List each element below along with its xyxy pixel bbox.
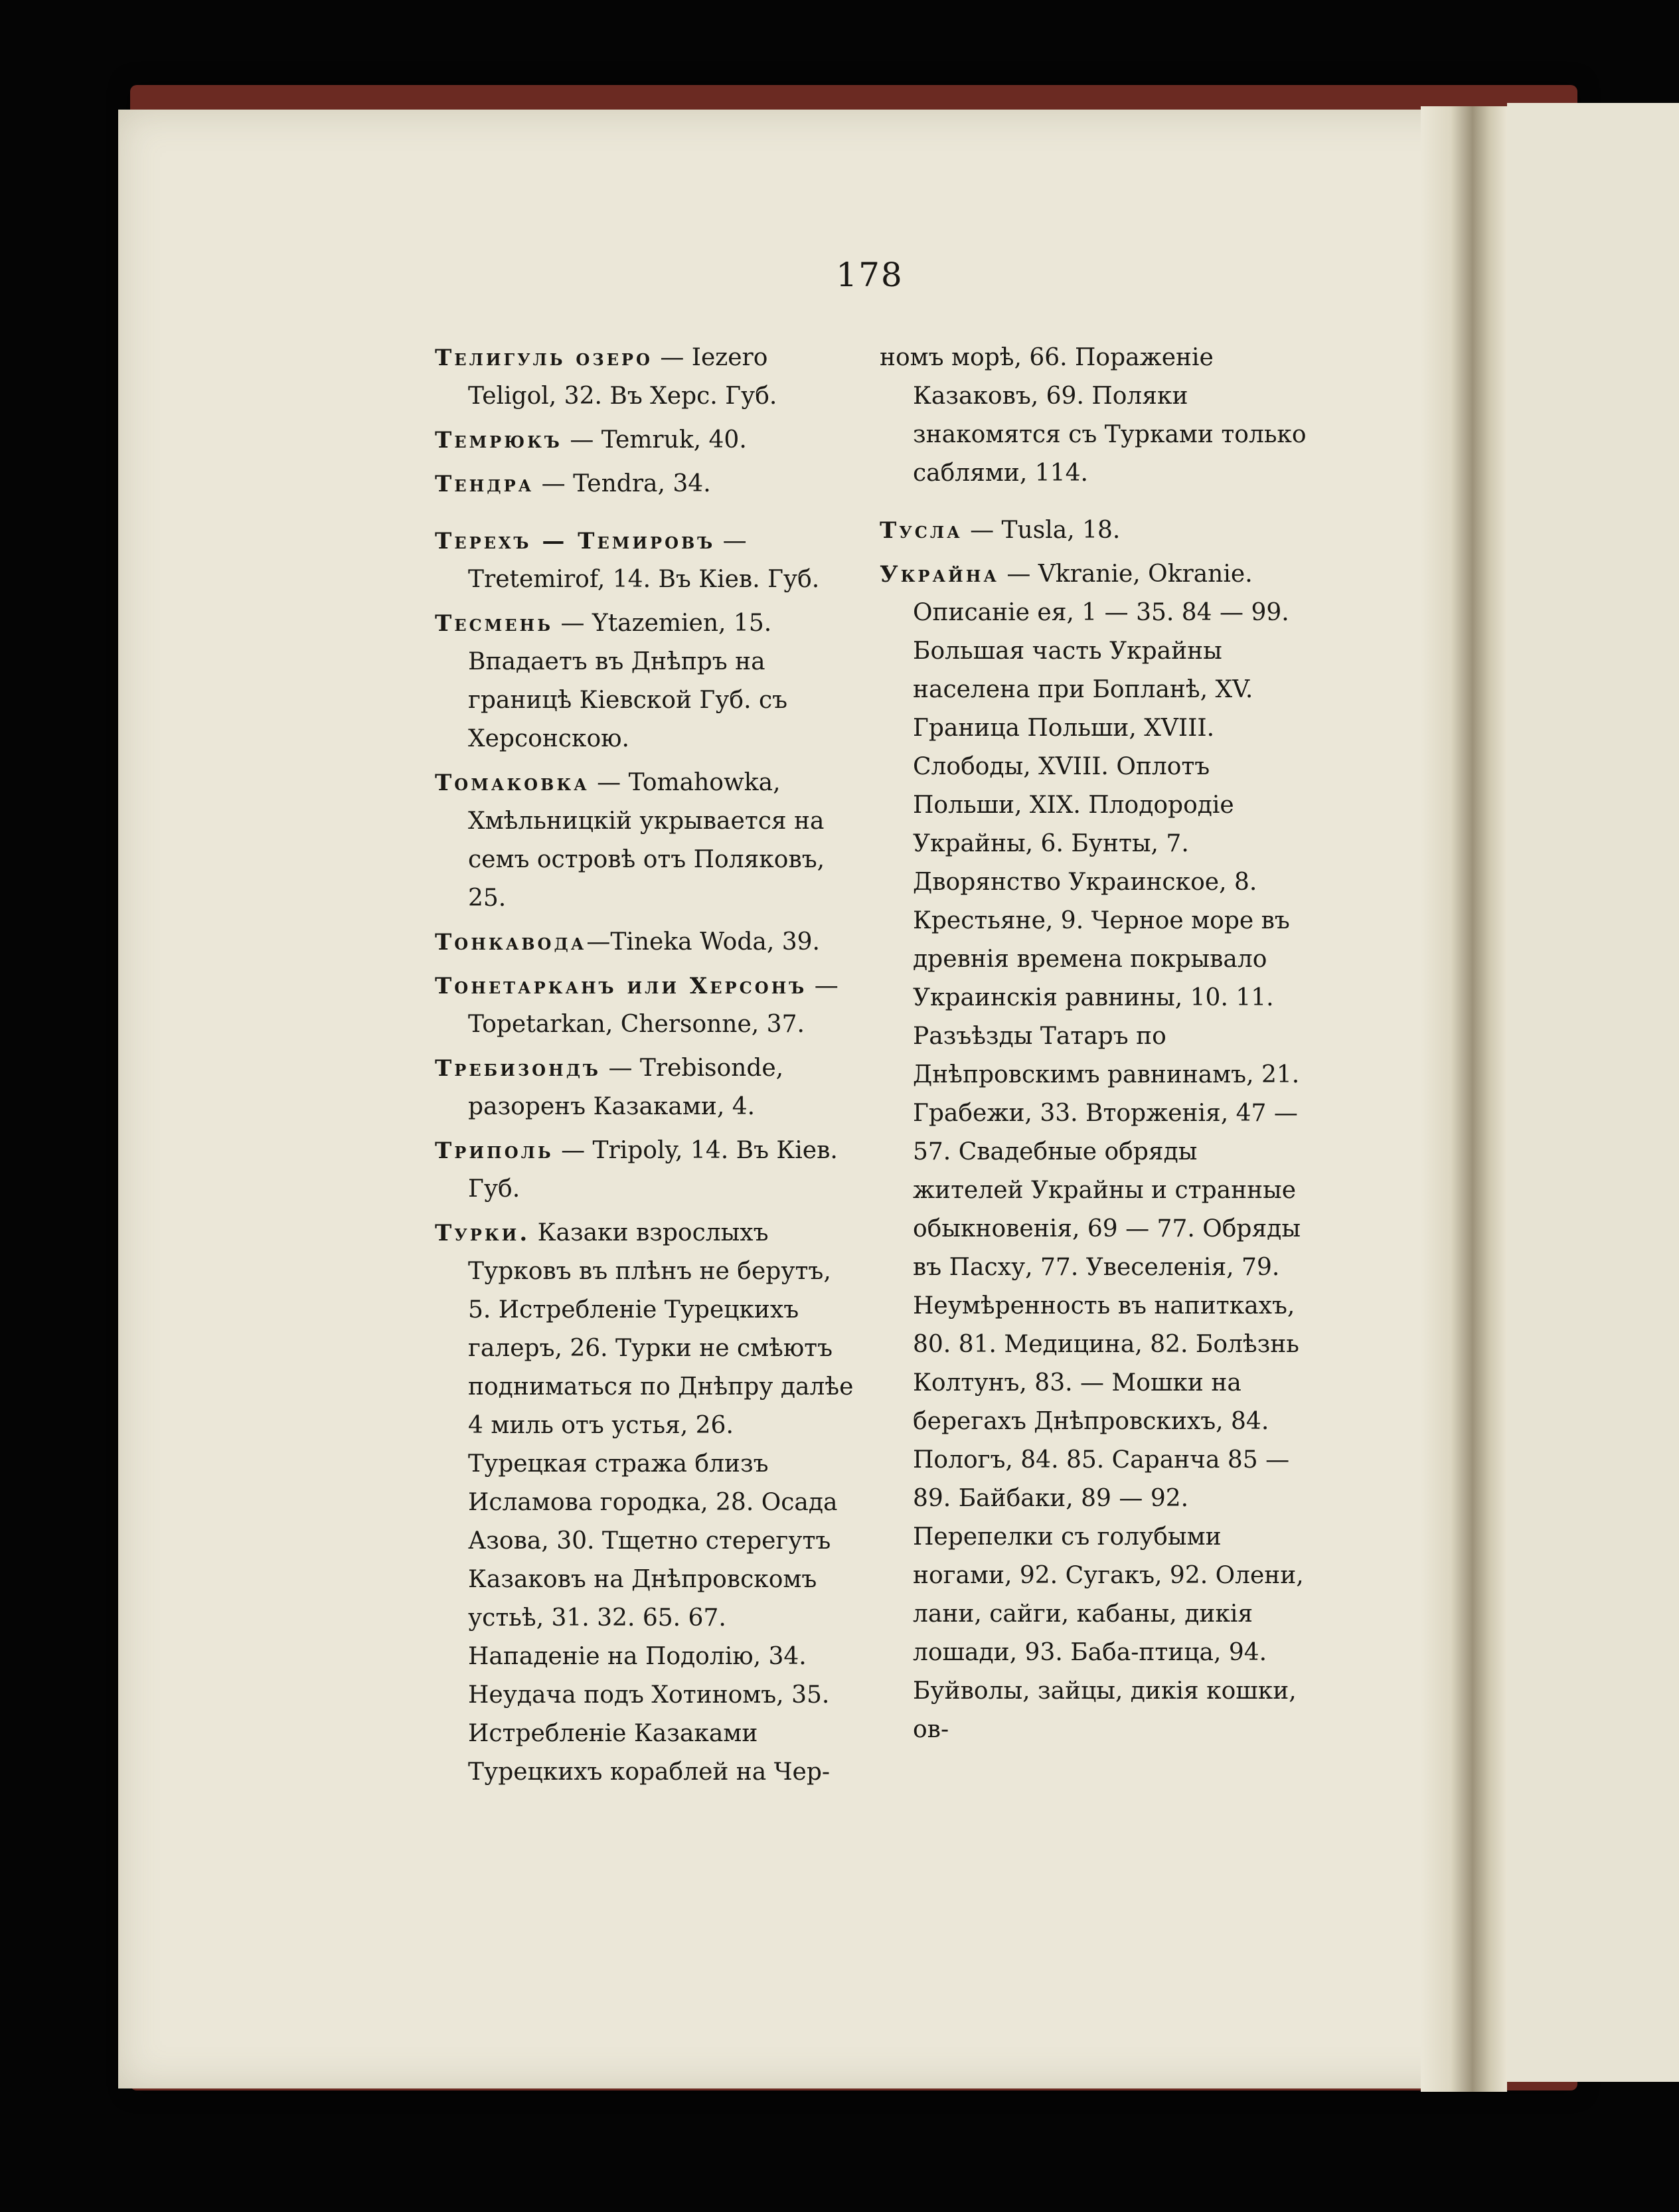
entry-headword: Тусла	[880, 517, 963, 544]
entry-headword: Турки.	[435, 1220, 530, 1246]
index-entry	[435, 764, 860, 918]
index-entry	[435, 421, 860, 460]
entry-headword: Украйна	[880, 561, 999, 588]
spacer	[435, 509, 860, 522]
entry-body: — Tretemirof, 14. Въ Кiев. Губ.	[468, 527, 820, 593]
index-entry	[880, 339, 1311, 493]
entry-headword: Триполь	[435, 1138, 554, 1164]
entry-headword: Телигуль озеро	[435, 345, 653, 371]
entry-body: — Iezero Teligol, 32. Въ Херс. Губ.	[468, 344, 777, 410]
entry-body: — Temruk, 40.	[562, 426, 747, 454]
entry-body: —Tineka Woda, 39.	[586, 928, 820, 956]
index-entry	[435, 1049, 860, 1126]
entry-headword: Тендра	[435, 471, 534, 497]
entry-body: Казаки взрослыхъ Турковъ въ плѣнъ не берутъ, 5. Истребленiе Турецкихъ галеръ, 26. Турки не смѣютъ подниматься по Днѣпру далѣе 4 миль отъ устья, 26. Турецкая стража близъ Исламова городка, 28. Осада Азова, 30. Тщетно стерегутъ Казаковъ на Днѣпровскомъ устьѣ, 31. 32. 65. 67. Нападенiе на Подолiю, 34. Неудача подъ Хотиномъ, 35. Истребленiе Казаками Турецкихъ кораблей на Чер-	[468, 1219, 854, 1786]
entry-body: — Tomahowka, Хмѣльницкiй укрывается на семъ островѣ отъ Поляковъ, 25.	[468, 769, 825, 912]
index-column-right	[880, 339, 1311, 1754]
index-entry	[880, 555, 1311, 1749]
entry-body: — Ytazemien, 15. Впадаетъ въ Днѣпръ на границѣ Кiевской Губ. съ Херсонскою.	[468, 610, 788, 752]
index-column-left	[435, 339, 860, 1797]
entry-body: — Tendra, 34.	[534, 470, 711, 497]
entry-headword: Терехъ — Темировъ	[435, 528, 716, 554]
entry-headword: Тонкавода	[435, 929, 587, 956]
next-page-edge	[1507, 103, 1679, 2082]
index-entry	[435, 339, 860, 416]
entry-headword: Тонетарканъ или Херсонъ	[435, 973, 807, 999]
index-entry	[435, 967, 860, 1044]
book-gutter	[1421, 106, 1507, 2092]
entry-body: — Vkranie, Okranie. Описанiе ея, 1 — 35. 84 — 99. Большая часть Украйны населена при Бопланѣ, XV. Граница Польши, XVIII. Слободы, XVIII. Оплотъ Польши, XIX. Плодородiе Украйны, 6. Бунты, 7. Дворянство Украинское, 8. Крестьяне, 9. Черное море въ древнiя времена покрывало Украинскiя равнины, 10. 11. Разъѣзды Татаръ по Днѣпровскимъ равнинамъ, 21. Грабежи, 33. Вторженiя, 47 — 57. Свадебные обряды жителей Украйны и странные обыкновенiя, 69 — 77. Обряды въ Пасху, 77. Увеселенiя, 79. Неумѣренность въ напиткахъ, 80. 81. Медицина, 82. Болѣзнь Колтунъ, 83. — Мошки на берегахъ Днѣпровскихъ, 84. Пологъ, 84. 85. Саранча 85 — 89. Байбаки, 89 — 92. Перепелки съ голубыми ногами, 92. Сугакъ, 92. Олени, лани, сайги, кабаны, дикiя лошади, 93. Баба-птица, 94. Буйволы, зайцы, дикiя кошки, ов-	[913, 560, 1304, 1743]
spacer	[880, 498, 1311, 511]
page-number: 178	[836, 256, 904, 294]
entry-headword: Тесмень	[435, 610, 554, 637]
entry-body: номъ морѣ, 66. Пораженiе Казаковъ, 69. Поляки знакомятся съ Турками только саблями, 114.	[880, 344, 1307, 487]
entry-body: — Tripoly, 14. Въ Кiев. Губ.	[468, 1137, 838, 1203]
entry-headword: Требизондъ	[435, 1055, 601, 1082]
entry-body: — Topetarkan, Chersonne, 37.	[468, 972, 839, 1038]
index-entry	[435, 1214, 860, 1792]
index-entry	[435, 604, 860, 758]
entry-headword: Томаковка	[435, 770, 590, 796]
index-entry	[435, 522, 860, 599]
entry-body: — Tusla, 18.	[962, 517, 1121, 544]
entry-body: — Trebisonde, разоренъ Казаками, 4.	[468, 1055, 784, 1120]
entry-headword: Темрюкъ	[435, 427, 562, 454]
index-entry	[435, 465, 860, 503]
index-entry	[880, 511, 1311, 550]
index-entry	[435, 923, 860, 962]
index-entry	[435, 1132, 860, 1209]
